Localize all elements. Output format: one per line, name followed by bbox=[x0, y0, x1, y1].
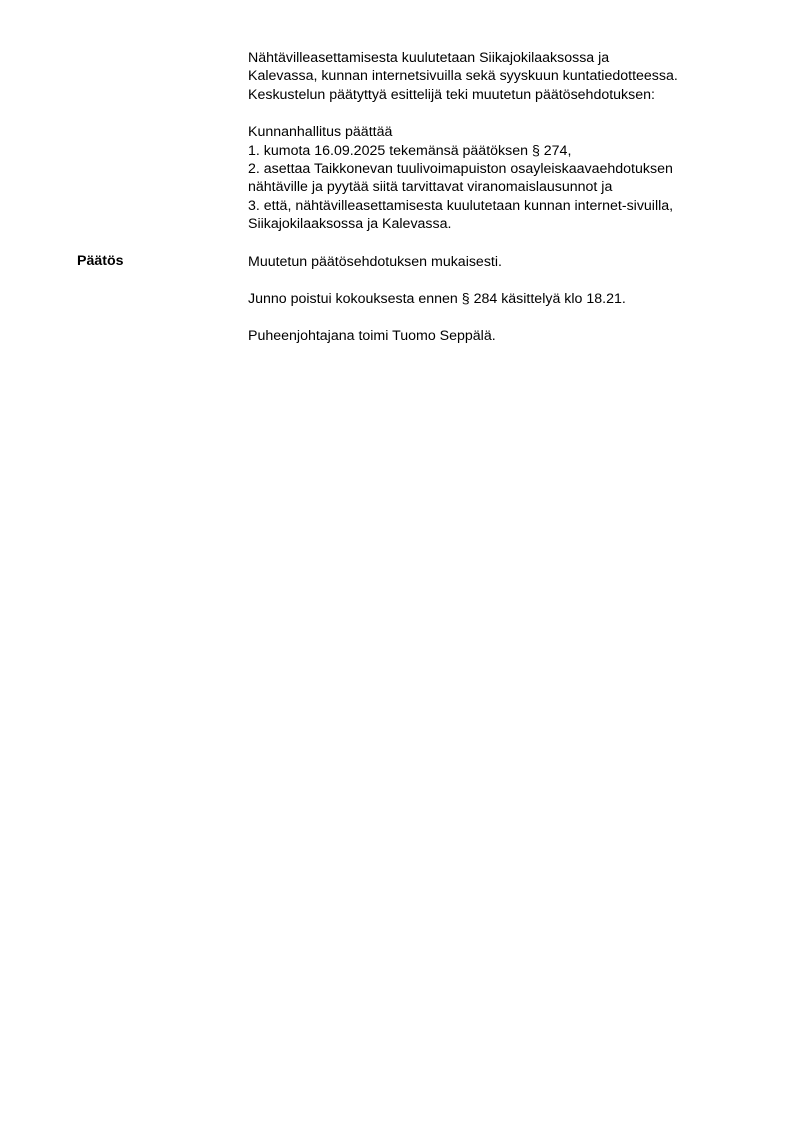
intro-line-1: Nähtävilleasettamisesta kuulutetaan Siikajokilaaksossa ja bbox=[248, 50, 610, 66]
decision-label: Päätös bbox=[77, 253, 124, 269]
paragraph-gap bbox=[248, 271, 748, 290]
paragraph-gap bbox=[248, 104, 748, 123]
proposal-line-2: 1. kumota 16.09.2025 tekemänsä päätöksen § 274, bbox=[248, 142, 572, 159]
intro-line-3: Keskustelun päätyttyä esittelijä teki muutetun päätösehdotuksen: bbox=[248, 86, 655, 103]
proposal-line-3: 2. asettaa Taikkonevan tuulivoimapuiston osayleiskaavaehdotuksen bbox=[248, 160, 673, 177]
proposal-line-4: nähtäville ja pyytää siitä tarvittavat viranomaislausunnot ja bbox=[248, 179, 613, 196]
decision-text: Muutetun päätösehdotuksen mukaisesti. bbox=[248, 253, 502, 270]
decision-note-chair: Puheenjohtajana toimi Tuomo Seppälä. bbox=[248, 328, 496, 345]
document-body bbox=[248, 49, 748, 346]
proposal-line-5: 3. että, nähtävilleasettamisesta kuulutetaan kunnan internet-sivuilla, bbox=[248, 197, 674, 214]
proposal-line-1: Kunnanhallitus päättää bbox=[248, 124, 393, 141]
intro-line-2: Kalevassa, kunnan internetsivuilla sekä syyskuun kuntatiedotteessa. bbox=[248, 68, 678, 85]
decision-note-junno: Junno poistui kokouksesta ennen § 284 käsittelyä klo 18.21. bbox=[248, 290, 626, 307]
paragraph-gap bbox=[248, 308, 748, 327]
paragraph-gap bbox=[248, 234, 748, 253]
proposal-line-6: Siikajokilaaksossa ja Kalevassa. bbox=[248, 216, 452, 233]
